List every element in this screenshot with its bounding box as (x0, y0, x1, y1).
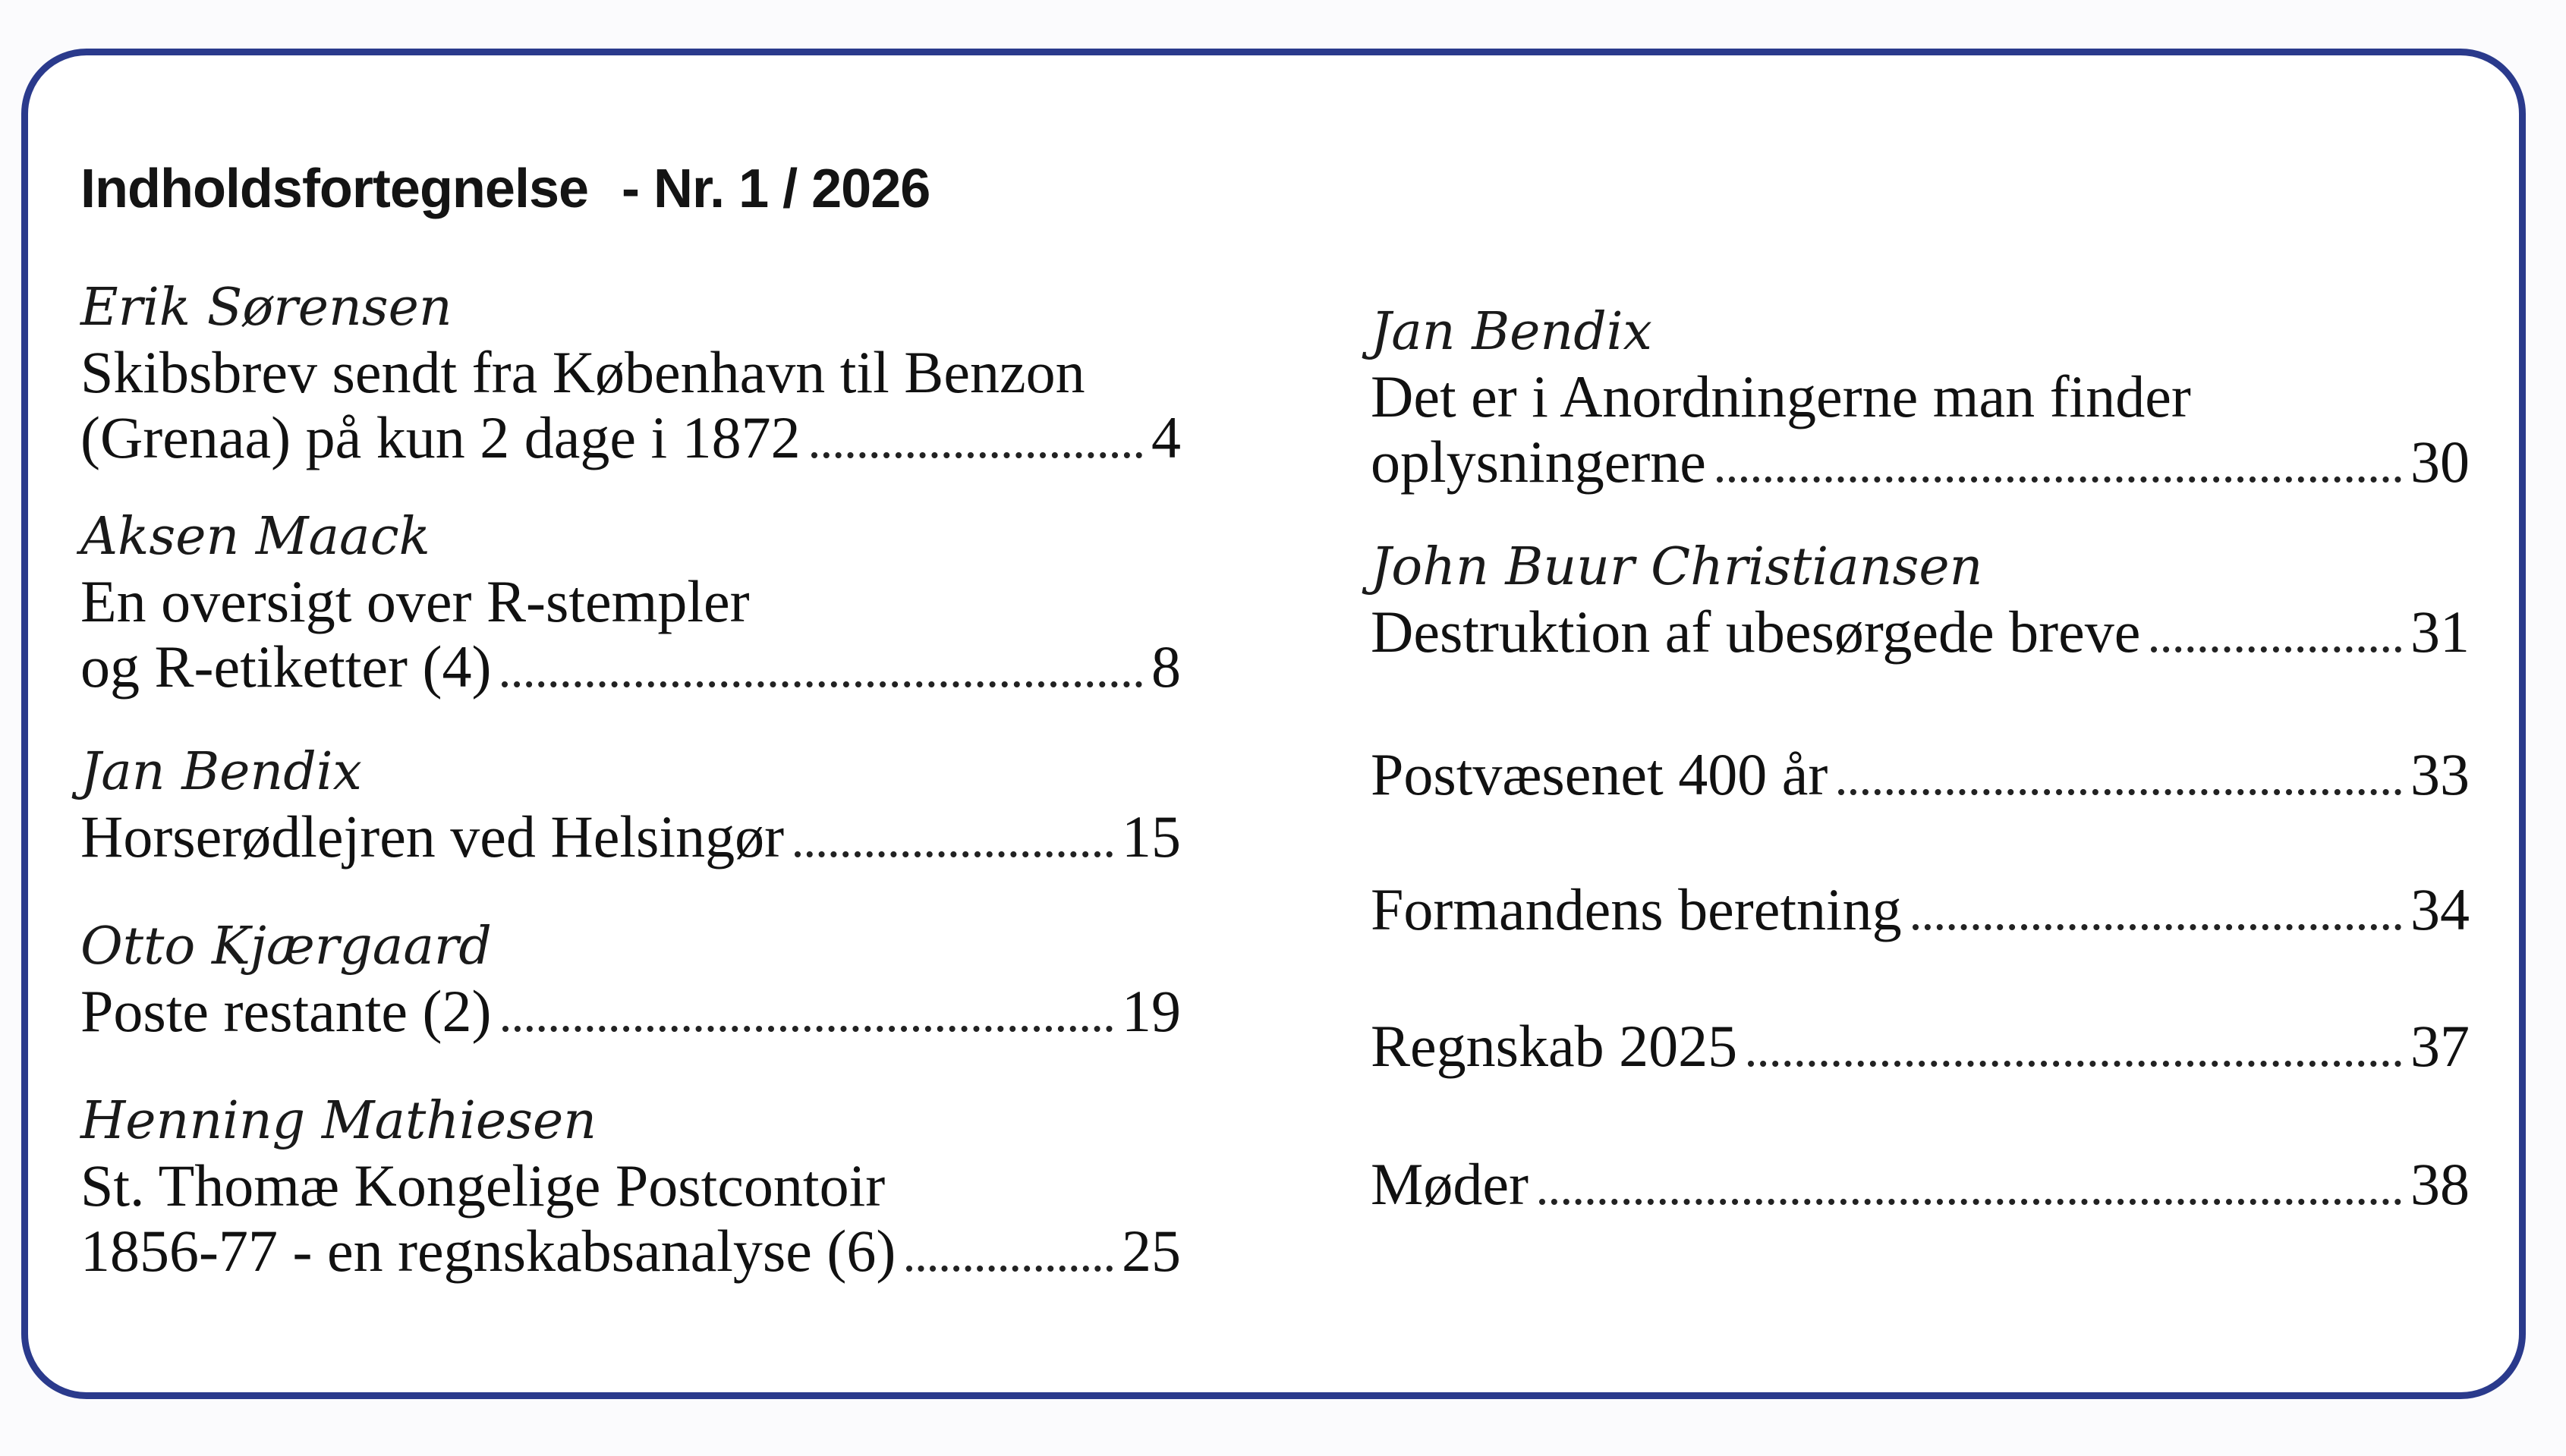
toc-entry[interactable] (1371, 742, 2470, 807)
dot-leader (906, 1266, 1113, 1272)
toc-entry[interactable] (80, 505, 1181, 700)
entry-title-row (80, 979, 1181, 1044)
entry-page-number: 19 (1122, 978, 1181, 1044)
entry-title-line: En oversigt over R-stempler (80, 568, 750, 634)
entry-title: Destruktion af ubesørgede breve (1371, 599, 2141, 665)
entry-title: Poste restante (2) (80, 978, 492, 1044)
entry-page-number: 30 (2410, 429, 2470, 495)
entry-title: Postvæsenet 400 år (1371, 741, 1828, 807)
entry-title-row (1371, 742, 2470, 807)
entry-author: Henning Mathiesen (80, 1091, 597, 1151)
dot-leader (795, 851, 1113, 857)
entry-page-number: 31 (2410, 599, 2470, 665)
entry-title-row (1371, 599, 2470, 665)
toc-entry[interactable] (1371, 1152, 2470, 1217)
entry-title-line: St. Thomæ Kongelige Postcontoir (80, 1153, 886, 1219)
entry-title-row (1371, 1014, 2470, 1079)
entry-page-number: 37 (2410, 1013, 2470, 1079)
toc-entry[interactable] (80, 915, 1181, 1044)
entry-title-row (1371, 429, 2470, 495)
dot-leader (2151, 646, 2401, 653)
entry-author: Aksen Maack (80, 507, 430, 567)
toc-entry[interactable] (1371, 300, 2470, 495)
entry-page-number: 38 (2410, 1151, 2470, 1217)
entry-title-line: Det er i Anordningerne man finder (1371, 363, 2191, 429)
entry-title: oplysningerne (1371, 429, 1706, 495)
entry-author: John Buur Christiansen (1371, 537, 1983, 597)
entry-title-row (80, 1219, 1181, 1284)
entry-page-number: 4 (1151, 404, 1181, 470)
toc-entry[interactable] (1371, 1014, 2470, 1079)
entry-title: 1856-77 - en regnskabsanalyse (6) (80, 1218, 896, 1284)
entry-author: Erik Sørensen (80, 278, 452, 338)
toc-entry[interactable] (80, 741, 1181, 870)
heading-title: Indholdsfortegnelse (80, 159, 589, 219)
toc-entry[interactable] (1371, 536, 2470, 665)
entry-title-row (80, 804, 1181, 870)
entry-title-row (1371, 877, 2470, 942)
entry-title-row (80, 634, 1181, 700)
toc-entry[interactable] (80, 276, 1181, 470)
entry-title-line: Skibsbrev sendt fra København til Benzon (80, 339, 1085, 405)
dot-leader (1838, 789, 2401, 795)
dot-leader (502, 681, 1142, 687)
entry-page-number: 34 (2410, 876, 2470, 942)
entry-title: Formandens beretning (1371, 876, 1902, 942)
entry-title: Møder (1371, 1151, 1529, 1217)
heading-issue: - Nr. 1 / 2026 (622, 159, 930, 219)
entry-page-number: 25 (1122, 1218, 1181, 1284)
entry-author: Otto Kjærgaard (80, 917, 492, 976)
entry-page-number: 15 (1122, 803, 1181, 870)
toc-entry[interactable] (1371, 877, 2470, 942)
dot-leader (1539, 1199, 2401, 1205)
dot-leader (1717, 476, 2401, 483)
entry-title: Regnskab 2025 (1371, 1013, 1738, 1079)
contents-heading (80, 158, 930, 220)
entry-page-number: 33 (2410, 741, 2470, 807)
entry-title: Horserødlejren ved Helsingør (80, 803, 785, 870)
dot-leader (1913, 924, 2401, 930)
dot-leader (502, 1026, 1113, 1032)
entry-title: (Grenaa) på kun 2 dage i 1872 (80, 404, 801, 470)
entry-author: Jan Bendix (1371, 302, 1652, 362)
entry-title: og R-etiketter (4) (80, 634, 492, 700)
entry-author: Jan Bendix (80, 742, 362, 802)
entry-page-number: 8 (1151, 634, 1181, 700)
dot-leader (1748, 1061, 2401, 1067)
toc-entry[interactable] (80, 1090, 1181, 1284)
entry-title-row (80, 405, 1181, 470)
entry-title-row (1371, 1152, 2470, 1217)
dot-leader (811, 452, 1142, 458)
